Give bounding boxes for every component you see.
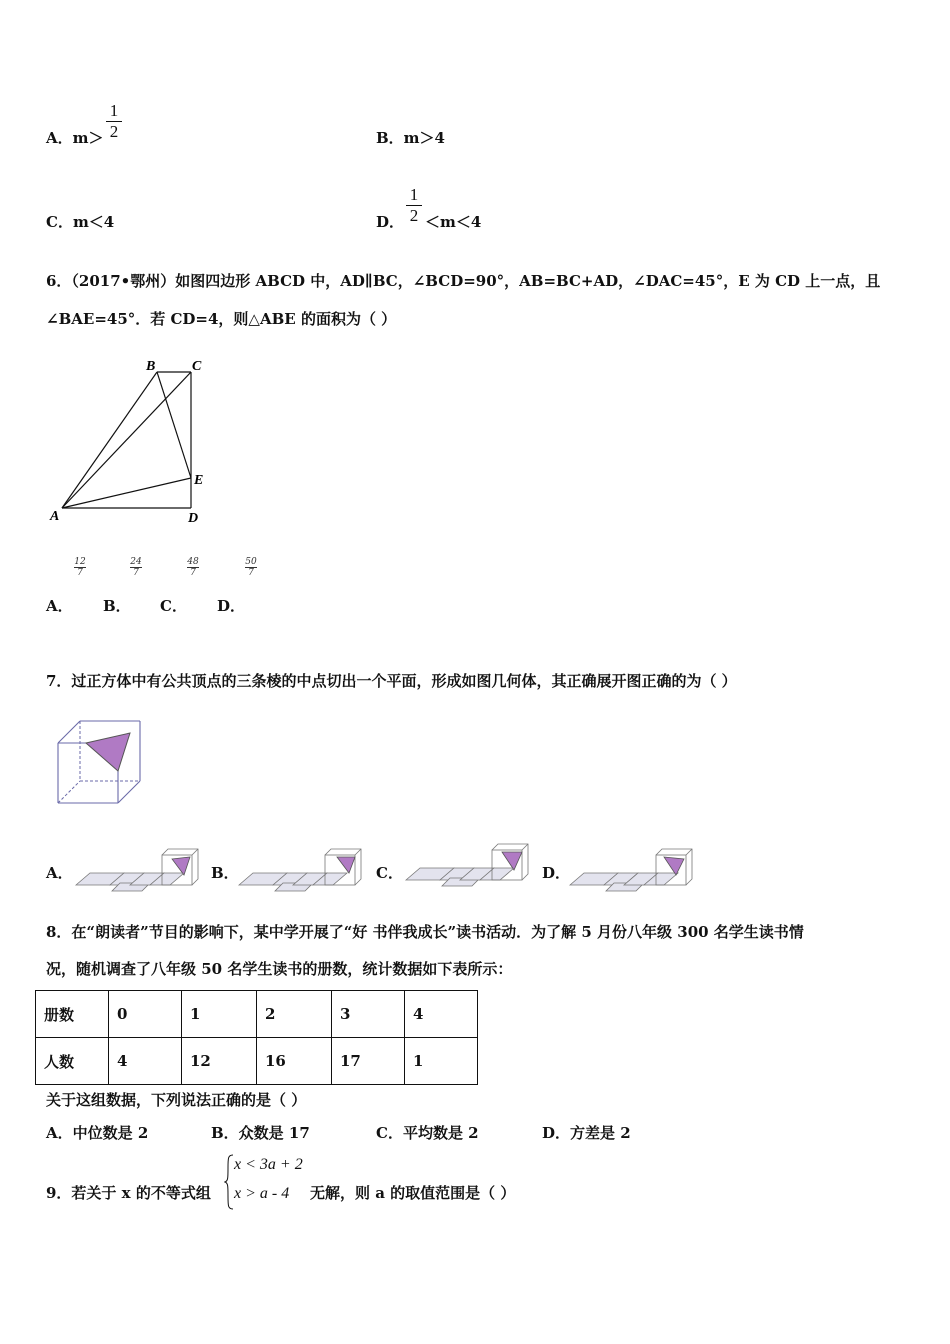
table-cell: 1	[405, 1038, 478, 1085]
q8-question: 关于这组数据，下列说法正确的是（ ）	[46, 1091, 307, 1109]
q6-option-c-label: C．	[160, 597, 187, 615]
table-cell: 人数	[36, 1038, 109, 1085]
q6-text-line1: 6．（2017•鄂州）如图四边形 ABCD 中，AD∥BC，∠BCD=90°，AB=BC+AD，∠DAC=45°，E 为 CD 上一点，且	[46, 272, 881, 290]
table-cell: 12	[182, 1038, 257, 1085]
q7-option-a-label: A．	[46, 864, 73, 882]
q8-text-line1: 8．在“朗读者”节目的影响下，某中学开展了“好 书伴我成长”读书活动．为了解 5 月份八年级 300 名学生读书情	[46, 923, 804, 941]
label-c: C	[192, 359, 202, 374]
q7-option-b-net	[235, 845, 365, 893]
table-cell: 1	[182, 991, 257, 1038]
q6-text-line2: ∠BAE=45°．若 CD=4，则△ABE 的面积为（ ）	[46, 310, 397, 328]
q8-text-line2: 况，随机调查了八年级 50 名学生读书的册数，统计数据如下表所示：	[46, 960, 513, 978]
label-e: E	[194, 473, 204, 488]
q7-text: 7．过正方体中有公共顶点的三条棱的中点切出一个平面，形成如图几何体，其正确展开图正确的为（ ）	[46, 672, 737, 690]
q9-brace	[224, 1154, 234, 1210]
q8-option-c: C．平均数是 2	[376, 1124, 479, 1142]
q7-option-c-label: C．	[376, 864, 403, 882]
q5-option-a: A．m＞	[46, 129, 104, 147]
q8-option-b: B．众数是 17	[211, 1124, 310, 1142]
q7-cube-figure	[50, 715, 150, 810]
table-cell: 册数	[36, 991, 109, 1038]
cut-triangle	[86, 733, 130, 771]
table-cell: 4	[109, 1038, 182, 1085]
q6-option-c-fraction: 48 7	[187, 557, 199, 578]
q8-option-d: D．方差是 2	[542, 1124, 631, 1142]
table-cell: 3	[332, 991, 405, 1038]
table-row	[36, 991, 478, 1038]
q7-option-b-label: B．	[211, 864, 239, 882]
q5-option-d-suffix: ＜m＜4	[425, 213, 482, 231]
q9-prefix: 9．若关于 x 的不等式组	[46, 1184, 211, 1202]
q7-option-c-net	[402, 840, 532, 888]
q6-geometry-figure	[40, 350, 220, 530]
seg-ab	[62, 372, 157, 508]
table-cell: 2	[257, 991, 332, 1038]
q5-option-a-fraction: 1 2	[106, 102, 122, 141]
q7-option-a-net	[72, 845, 202, 893]
q8-option-a: A．中位数是 2	[46, 1124, 149, 1142]
q6-option-b-fraction: 24 7	[130, 557, 142, 578]
table-row	[36, 1038, 478, 1085]
seg-ac	[62, 372, 191, 508]
q9-suffix: 无解，则 a 的取值范围是（ ）	[310, 1184, 516, 1202]
q8-data-table	[35, 990, 478, 1085]
q9-inequality-2: x > a - 4	[234, 1185, 290, 1202]
q5-option-d-fraction: 1 2	[406, 186, 422, 225]
label-b: B	[146, 359, 156, 374]
table-cell: 16	[257, 1038, 332, 1085]
q6-option-d-fraction: 50 7	[245, 557, 257, 578]
q7-option-d-net	[566, 845, 696, 893]
table-cell: 17	[332, 1038, 405, 1085]
seg-ae	[62, 478, 191, 508]
q5-option-d: D．	[376, 213, 405, 231]
label-a: A	[50, 509, 60, 524]
q6-option-d-label: D．	[217, 597, 246, 615]
q9-inequality-1: x < 3a + 2	[234, 1156, 303, 1173]
q7-option-d-label: D．	[542, 864, 571, 882]
label-d: D	[188, 511, 199, 526]
q6-option-a-fraction: 12 7	[74, 557, 86, 578]
seg-be	[157, 372, 191, 478]
q5-option-b: B．m＞4	[376, 129, 445, 147]
q6-option-a-label: A．	[46, 597, 73, 615]
q5-option-c: C．m＜4	[46, 213, 115, 231]
table-cell: 4	[405, 991, 478, 1038]
q6-option-b-label: B．	[103, 597, 131, 615]
table-cell: 0	[109, 991, 182, 1038]
